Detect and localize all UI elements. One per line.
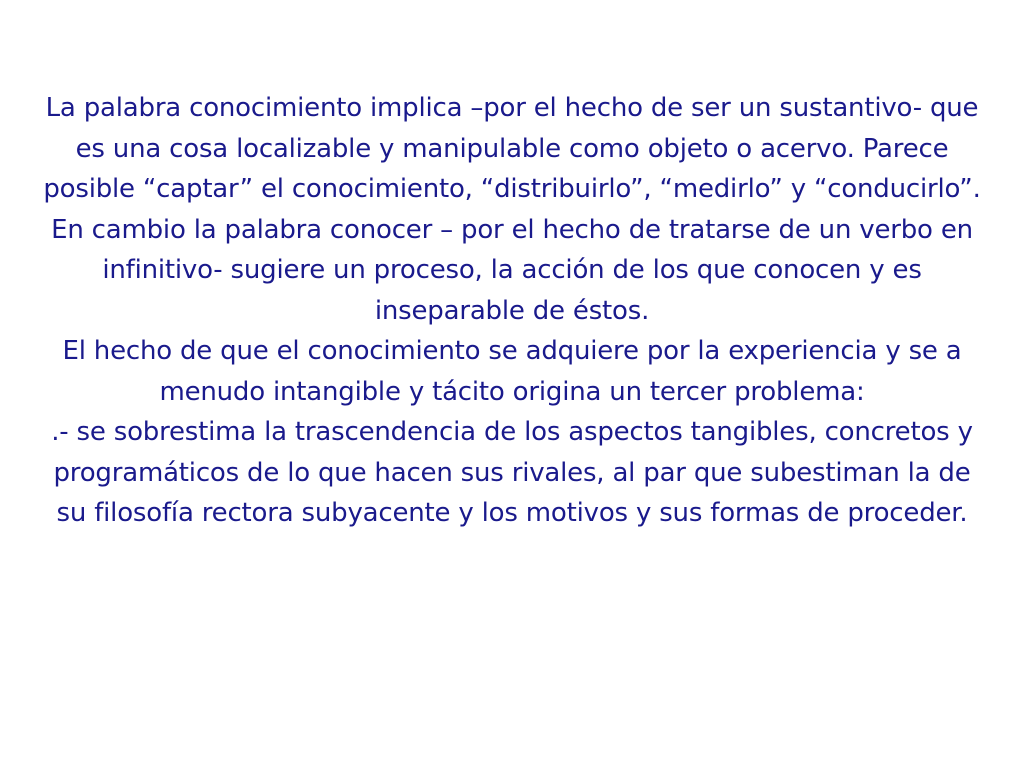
- paragraph-sobrestima: .- se sobrestima la trascendencia de los aspectos tangibles, concretos y programáticos de lo que hacen sus rivales, al par que subestiman la de su filosofía rectora subyacente y los motivos y sus formas de proceder.: [51, 417, 973, 528]
- paragraph-experiencia: El hecho de que el conocimiento se adquiere por la experiencia y se a menudo intangible y tácito origina un tercer problema:: [62, 336, 962, 407]
- paragraph-conocimiento: La palabra conocimiento implica –por el hecho de ser un sustantivo- que es una cosa localizable y manipulable como objeto o acervo. Parece posible “captar” el conocimiento, “distribuirlo”, “medirlo” y “conducirlo”. En cambio la palabra conocer – por el hecho de tratarse de un verbo en infinitivo- sugiere un proceso, la acción de los que conocen y es inseparable de éstos.: [43, 93, 981, 326]
- slide-text-block: [40, 88, 984, 534]
